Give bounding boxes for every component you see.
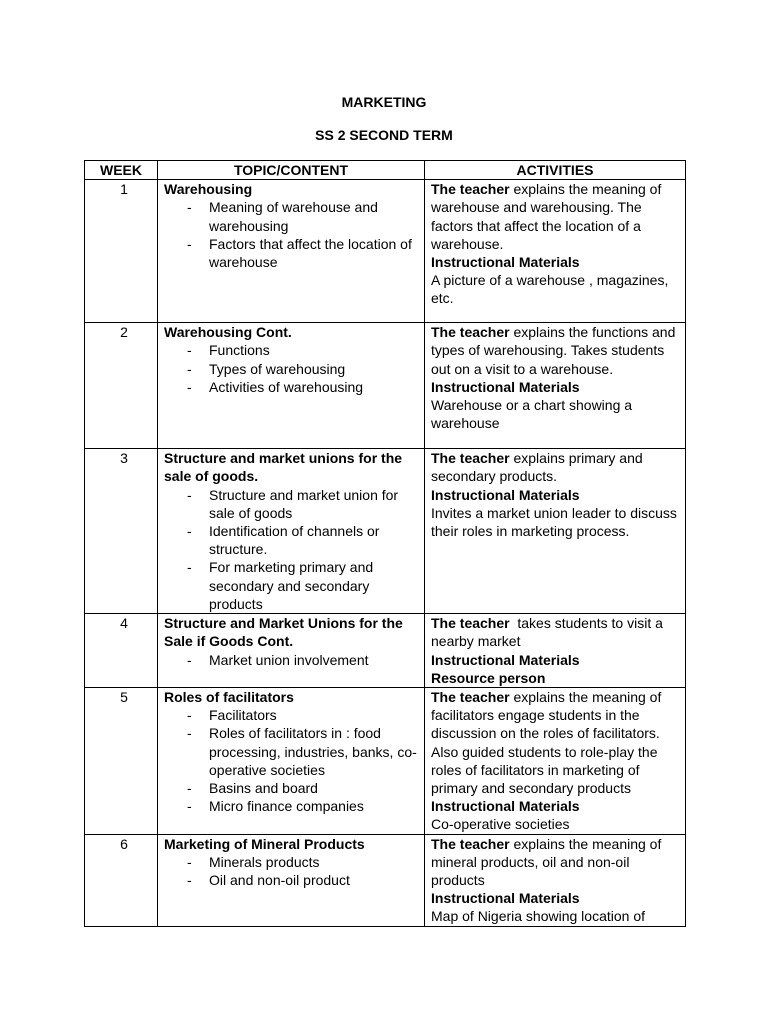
topic-cell [158, 449, 425, 614]
activity-description: explains the meaning of mineral products, oil and non-oil products [431, 835, 662, 889]
scheme-of-work-table [84, 160, 686, 927]
table-header-row [85, 161, 686, 180]
topic-point: - Activities of warehousing [209, 378, 420, 396]
materials-label: Instructional Materials [431, 651, 580, 668]
topic-cell [158, 614, 425, 688]
document-title: MARKETING [341, 94, 427, 110]
topic-point: - Roles of facilitators in : food processing, industries, banks, co-operative societies [209, 724, 420, 779]
header-activities: ACTIVITIES [425, 161, 686, 180]
topic-title: Warehousing [164, 181, 253, 198]
topic-cell [158, 688, 425, 835]
topic-point: - Identification of channels or structure. [209, 522, 420, 558]
topic-points [164, 486, 424, 613]
topic-point: - Types of warehousing [209, 360, 420, 378]
topic-points [164, 341, 424, 396]
week-number: 1 [85, 180, 158, 323]
header-topic-content: TOPIC/CONTENT [158, 161, 425, 180]
activity-text [431, 449, 685, 485]
topic-point: - Meaning of warehouse and warehousing [209, 198, 420, 234]
week-number: 6 [85, 834, 158, 926]
activity-description: explains primary and secondary products. [431, 450, 643, 485]
materials-text: Map of Nigeria showing location of [431, 908, 646, 925]
topic-title: Warehousing Cont. [164, 324, 292, 341]
materials-text: Invites a market union leader to discuss their roles in marketing process. [431, 504, 677, 540]
activity-description: takes students to visit a nearby market [431, 615, 667, 650]
week-number: 4 [85, 614, 158, 688]
activities-cell [425, 180, 686, 323]
document-subtitle: SS 2 SECOND TERM [315, 127, 453, 143]
week-number: 3 [85, 449, 158, 614]
materials-label: Instructional Materials [431, 890, 580, 907]
topic-point: - For marketing primary and secondary and secondary products [209, 558, 420, 613]
topic-cell [158, 323, 425, 449]
topic-point: - Micro finance companies [209, 797, 420, 815]
topic-points [164, 198, 424, 271]
teacher-label: The teacher [431, 181, 510, 198]
topic-cell [158, 180, 425, 323]
table-row [85, 614, 686, 688]
topic-title: Structure and market unions for the sale of goods. [164, 450, 403, 485]
table-row [85, 449, 686, 614]
topic-point: - Market union involvement [209, 651, 420, 669]
activities-cell [425, 449, 686, 614]
topic-title: Roles of facilitators [164, 689, 294, 706]
materials-text: Co-operative societies [431, 816, 570, 833]
topic-title: Marketing of Mineral Products [164, 835, 365, 852]
week-number: 5 [85, 688, 158, 835]
table-row [85, 688, 686, 835]
activities-cell [425, 834, 686, 926]
activity-description: explains the meaning of facilitators engage students in the discussion on the roles of facilitators. Also guided students to role-play the roles of facilitators in marketing of primary and secondary products [431, 689, 662, 797]
activity-text [431, 323, 685, 378]
topic-title: Structure and Market Unions for the Sale if Goods Cont. [164, 615, 403, 650]
materials-label: Instructional Materials [431, 798, 580, 815]
topic-point: - Minerals products [209, 853, 420, 871]
topic-point: - Oil and non-oil product [209, 871, 420, 889]
materials-label: Instructional Materials [431, 486, 580, 503]
topic-point: - Basins and board [209, 779, 420, 797]
activity-text [431, 835, 685, 890]
teacher-label: The teacher [431, 450, 510, 467]
topic-point: - Factors that affect the location of warehouse [209, 235, 420, 271]
activity-text [431, 614, 685, 650]
table-row [85, 180, 686, 323]
table-row [85, 834, 686, 926]
topic-points [164, 651, 424, 669]
teacher-label: The teacher [431, 615, 510, 632]
activity-text [431, 688, 685, 797]
materials-text: Resource person [431, 669, 546, 686]
activities-cell [425, 688, 686, 835]
materials-text: Warehouse or a chart showing a warehouse [431, 397, 633, 432]
materials-text: A picture of a warehouse , magazines, etc. [431, 272, 669, 307]
topic-points [164, 853, 424, 889]
topic-point: - Functions [209, 341, 420, 359]
activity-description: explains the meaning of warehouse and warehousing. The factors that affect the location of a warehouse. [431, 181, 662, 252]
header-week: WEEK [85, 161, 158, 180]
teacher-label: The teacher [431, 689, 510, 706]
teacher-label: The teacher [431, 324, 510, 341]
activities-cell [425, 323, 686, 449]
table-row [85, 323, 686, 449]
topic-points [164, 706, 424, 815]
activity-description: explains the functions and types of warehousing. Takes students out on a visit to a warehouse. [431, 324, 676, 377]
materials-label: Instructional Materials [431, 254, 580, 271]
topic-point: - Structure and market union for sale of goods [209, 486, 420, 522]
activity-text [431, 180, 685, 253]
week-number: 2 [85, 323, 158, 449]
topic-cell [158, 834, 425, 926]
topic-point: - Facilitators [209, 706, 420, 724]
teacher-label: The teacher [431, 835, 510, 852]
activities-cell [425, 614, 686, 688]
materials-label: Instructional Materials [431, 378, 580, 395]
